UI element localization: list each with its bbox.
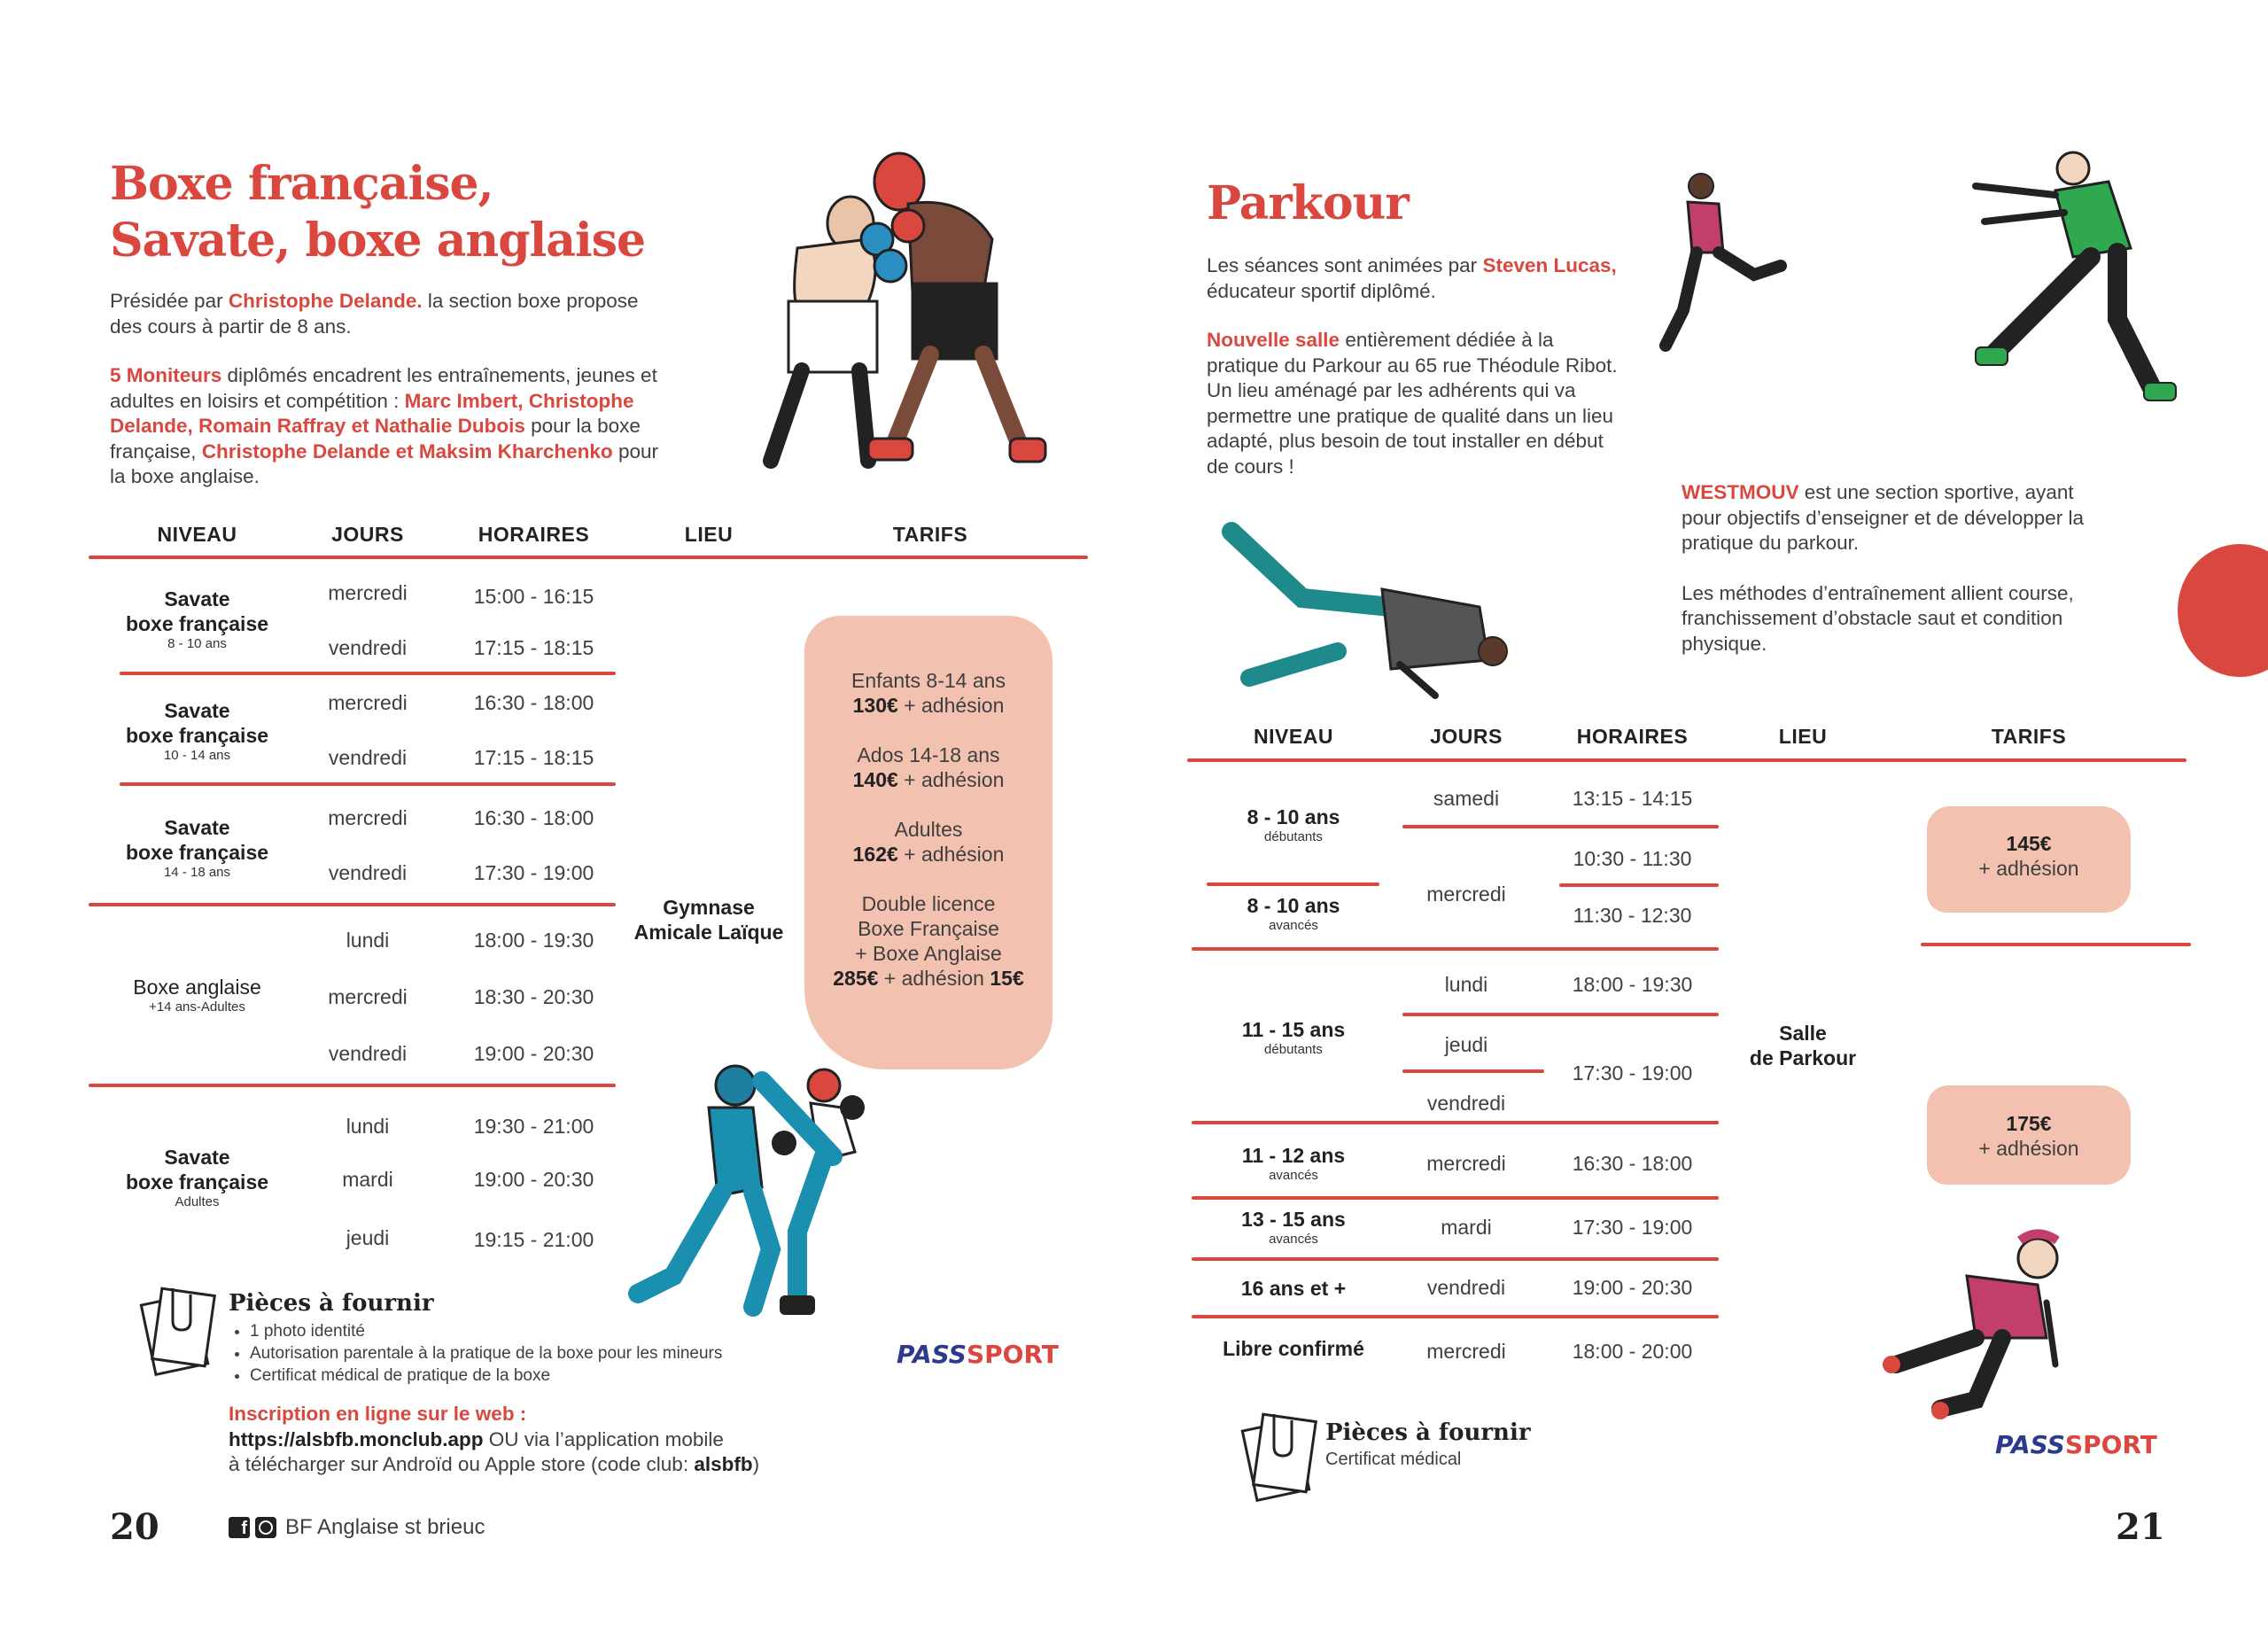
left-level-2: Savate boxe française 10 - 14 ans bbox=[125, 699, 269, 763]
title-line-2: Savate, boxe anglaise bbox=[110, 214, 646, 268]
right-level: 8 - 10 ans avancés bbox=[1247, 894, 1340, 933]
right-time: 13:15 - 14:15 bbox=[1572, 787, 1693, 810]
right-row-divider bbox=[1402, 1069, 1544, 1073]
right-level: 8 - 10 ans débutants bbox=[1247, 805, 1340, 844]
president-name: Christophe Delande. bbox=[228, 290, 423, 312]
right-row-divider bbox=[1192, 1257, 1719, 1261]
right-header-lieu: LIEU bbox=[1778, 725, 1828, 748]
right-day: mercredi bbox=[1426, 882, 1506, 906]
left-day: mardi bbox=[342, 1168, 393, 1191]
right-level: 11 - 12 ans avancés bbox=[1241, 1144, 1346, 1183]
right-time: 18:00 - 19:30 bbox=[1572, 973, 1693, 996]
parkour-dive-illustration bbox=[1214, 518, 1550, 722]
left-pieces-title: Pièces à fournir bbox=[229, 1290, 434, 1317]
right-row-divider bbox=[1402, 825, 1719, 828]
left-time: 17:15 - 18:15 bbox=[473, 746, 594, 769]
right-day: mercredi bbox=[1426, 1340, 1506, 1363]
right-intro: Les séances sont animées par Steven Lucas, éducateur sportif diplômé. bbox=[1207, 254, 1617, 302]
list-item: • 1 photo identité bbox=[250, 1320, 888, 1342]
left-level-1: Savate boxe française 8 - 10 ans bbox=[125, 587, 269, 651]
right-day: vendredi bbox=[1426, 1092, 1506, 1115]
left-row-divider bbox=[89, 903, 616, 906]
pass-sport-logo: PASSSPORT bbox=[897, 1340, 1059, 1369]
left-day: vendredi bbox=[328, 746, 408, 769]
instagram-icon[interactable] bbox=[255, 1517, 276, 1538]
right-level: Libre confirmé bbox=[1223, 1337, 1364, 1360]
right-time: 11:30 - 12:30 bbox=[1573, 904, 1692, 927]
boxer2-glove bbox=[892, 210, 924, 242]
left-time: 19:00 - 20:30 bbox=[473, 1168, 594, 1191]
kicker1-head bbox=[716, 1066, 755, 1105]
boxer1-legs bbox=[771, 370, 868, 461]
left-day: lundi bbox=[346, 1115, 390, 1138]
right-row-divider bbox=[1192, 1196, 1719, 1200]
parkour-jumper-illustration bbox=[1958, 142, 2188, 416]
right-tarif-divider bbox=[1921, 943, 2191, 946]
right-day: mardi bbox=[1441, 1216, 1492, 1239]
right-time: 19:00 - 20:30 bbox=[1572, 1276, 1693, 1299]
right-level: 11 - 15 ans débutants bbox=[1241, 1018, 1346, 1057]
right-lieu: Salle de Parkour bbox=[1749, 1022, 1857, 1069]
left-time: 18:30 - 20:30 bbox=[473, 985, 594, 1008]
right-header-niveau: NIVEAU bbox=[1254, 725, 1333, 748]
right-time: 16:30 - 18:00 bbox=[1572, 1152, 1693, 1175]
social-handle: BF Anglaise st brieuc bbox=[285, 1515, 485, 1539]
right-row-divider bbox=[1192, 947, 1719, 951]
page-number-right: 21 bbox=[2116, 1506, 2165, 1548]
right-title: Parkour bbox=[1207, 176, 1409, 230]
title-line-1: Boxe française, bbox=[110, 157, 493, 211]
right-day: lundi bbox=[1444, 973, 1488, 996]
right-day: mercredi bbox=[1426, 1152, 1506, 1175]
left-lieu: Gymnase Amicale Laïque bbox=[633, 896, 784, 944]
kicker1-legs bbox=[638, 1192, 771, 1307]
list-item: • Certificat médical de pratique de la boxe bbox=[250, 1365, 888, 1387]
left-time: 15:00 - 16:15 bbox=[473, 585, 594, 608]
boxer1-shorts bbox=[788, 301, 877, 372]
boxers-illustration bbox=[735, 142, 1090, 487]
right-level: 16 ans et + bbox=[1240, 1277, 1347, 1300]
left-day: mercredi bbox=[328, 806, 408, 829]
right-day: vendredi bbox=[1426, 1276, 1506, 1299]
left-level-4: Boxe anglaise +14 ans-Adultes bbox=[133, 976, 261, 1015]
left-time: 16:30 - 18:00 bbox=[473, 691, 594, 714]
kicker2-glove bbox=[840, 1095, 865, 1120]
left-day: lundi bbox=[346, 929, 390, 952]
left-header-horaires: HORAIRES bbox=[478, 523, 590, 546]
right-tarif-2: 175€ + adhésion bbox=[1978, 1112, 2079, 1160]
right-row-divider bbox=[1559, 883, 1719, 887]
right-salle: Nouvelle salle entièrement dédiée à la pratique du Parkour au 65 rue Théodule Ribot. Un lieu aménagé par les adhérents qui va permettre une pratique de qualité dans un lieu adapté, plus besoin de tout installer en début de cours ! bbox=[1207, 329, 1618, 478]
left-row-divider bbox=[120, 672, 616, 675]
right-pieces-text: Certificat médical bbox=[1325, 1450, 1462, 1469]
page-number-left: 20 bbox=[110, 1506, 159, 1548]
pass-sport-logo: PASSSPORT bbox=[1995, 1430, 2157, 1459]
left-level-3: Savate boxe française 14 - 18 ans bbox=[125, 816, 269, 880]
kickboxers-illustration bbox=[620, 1054, 948, 1329]
right-header-tarifs: TARIFS bbox=[1991, 725, 2067, 748]
social-row bbox=[229, 1515, 485, 1540]
left-header-line bbox=[89, 556, 1088, 559]
kicker1-glove bbox=[772, 1131, 796, 1155]
left-row-divider bbox=[89, 1084, 616, 1087]
left-time: 18:00 - 19:30 bbox=[473, 929, 594, 952]
left-title bbox=[110, 156, 645, 269]
document-clip-icon bbox=[137, 1281, 217, 1379]
left-pieces-list bbox=[229, 1320, 888, 1387]
left-row-divider bbox=[120, 782, 616, 786]
left-moniteurs: 5 Moniteurs diplômés encadrent les entraînements, jeunes et adultes en loisirs et compétition : Marc Imbert, Christophe Delande, Romain Raffray et Nathalie Dubois pour la boxe française, Christophe Delande et Maksim Kharchenko pour la boxe anglaise. bbox=[110, 364, 658, 487]
left-day: mercredi bbox=[328, 691, 408, 714]
list-item: • Autorisation parentale à la pratique de la boxe pour les mineurs bbox=[250, 1342, 888, 1365]
right-time: 17:30 - 19:00 bbox=[1572, 1216, 1693, 1239]
right-header-line bbox=[1187, 758, 2186, 762]
parkour-girl-illustration bbox=[1869, 1223, 2109, 1427]
boxer1-glove2 bbox=[874, 250, 906, 282]
kicker2-shoe bbox=[780, 1295, 815, 1315]
parkour-runner-illustration bbox=[1639, 168, 1816, 363]
right-time: 17:30 - 19:00 bbox=[1572, 1061, 1693, 1085]
boxer2-shoe2 bbox=[1010, 439, 1045, 462]
left-day: mercredi bbox=[328, 581, 408, 604]
left-inscription: Inscription en ligne sur le web : https://alsbfb.monclub.app OU via l’application mobile à télécharger sur Androïd ou Apple store (code club: alsbfb) bbox=[229, 1403, 760, 1475]
right-header-horaires: HORAIRES bbox=[1576, 725, 1689, 748]
left-day: jeudi bbox=[346, 1226, 390, 1249]
right-day: jeudi bbox=[1444, 1033, 1488, 1056]
right-level: 13 - 15 ans avancés bbox=[1241, 1208, 1346, 1247]
left-day: vendredi bbox=[328, 861, 408, 884]
right-pieces-title: Pièces à fournir bbox=[1325, 1419, 1531, 1446]
kicker2-head bbox=[808, 1069, 840, 1101]
left-time: 19:00 - 20:30 bbox=[473, 1042, 594, 1065]
right-row-divider bbox=[1207, 882, 1379, 886]
right-tarif-1: 145€ + adhésion bbox=[1978, 832, 2079, 880]
facebook-icon[interactable]: f bbox=[229, 1517, 250, 1538]
left-level-5: Savate boxe française Adultes bbox=[125, 1146, 269, 1209]
left-time: 17:15 - 18:15 bbox=[473, 636, 594, 659]
left-day: vendredi bbox=[328, 636, 408, 659]
decorative-circle bbox=[2178, 544, 2268, 677]
inscription-link[interactable]: https://alsbfb.monclub.app bbox=[229, 1427, 484, 1450]
right-row-divider bbox=[1402, 1013, 1719, 1016]
right-row-divider bbox=[1192, 1315, 1719, 1318]
right-header-jours: JOURS bbox=[1430, 725, 1503, 748]
right-row-divider bbox=[1192, 1121, 1719, 1124]
left-header-tarifs: TARIFS bbox=[892, 523, 968, 546]
right-westmouv: WESTMOUV est une section sportive, ayant pour objectifs d’enseigner et de développer la pratique du parkour. Les méthodes d’entraînement allient course, franchissement d’obstacle saut et condition physique. bbox=[1682, 481, 2085, 655]
right-day: samedi bbox=[1433, 787, 1500, 810]
left-header-lieu: LIEU bbox=[684, 523, 734, 546]
left-time: 19:30 - 21:00 bbox=[473, 1115, 594, 1138]
boxer2-legs bbox=[895, 354, 1019, 443]
left-header-niveau: NIVEAU bbox=[157, 523, 237, 546]
right-time: 18:00 - 20:00 bbox=[1572, 1340, 1693, 1363]
left-intro: Présidée par Christophe Delande. la section boxe propose des cours à partir de 8 ans. bbox=[110, 290, 639, 338]
left-day: mercredi bbox=[328, 985, 408, 1008]
left-header-jours: JOURS bbox=[331, 523, 404, 546]
left-time: 17:30 - 19:00 bbox=[473, 861, 594, 884]
left-tarifs: Enfants 8-14 ans 130€ + adhésion Ados 14-18 ans 140€ + adhésion Adultes 162€ + adhésion Double licence Boxe Française + Boxe Anglaise 285€ + adhésion 15€ bbox=[833, 669, 1024, 990]
document-clip-icon bbox=[1239, 1407, 1318, 1504]
boxer2-shoe bbox=[868, 439, 913, 460]
left-day: vendredi bbox=[328, 1042, 408, 1065]
left-time: 19:15 - 21:00 bbox=[473, 1228, 594, 1251]
left-time: 16:30 - 18:00 bbox=[473, 806, 594, 829]
right-time: 10:30 - 11:30 bbox=[1573, 847, 1692, 870]
